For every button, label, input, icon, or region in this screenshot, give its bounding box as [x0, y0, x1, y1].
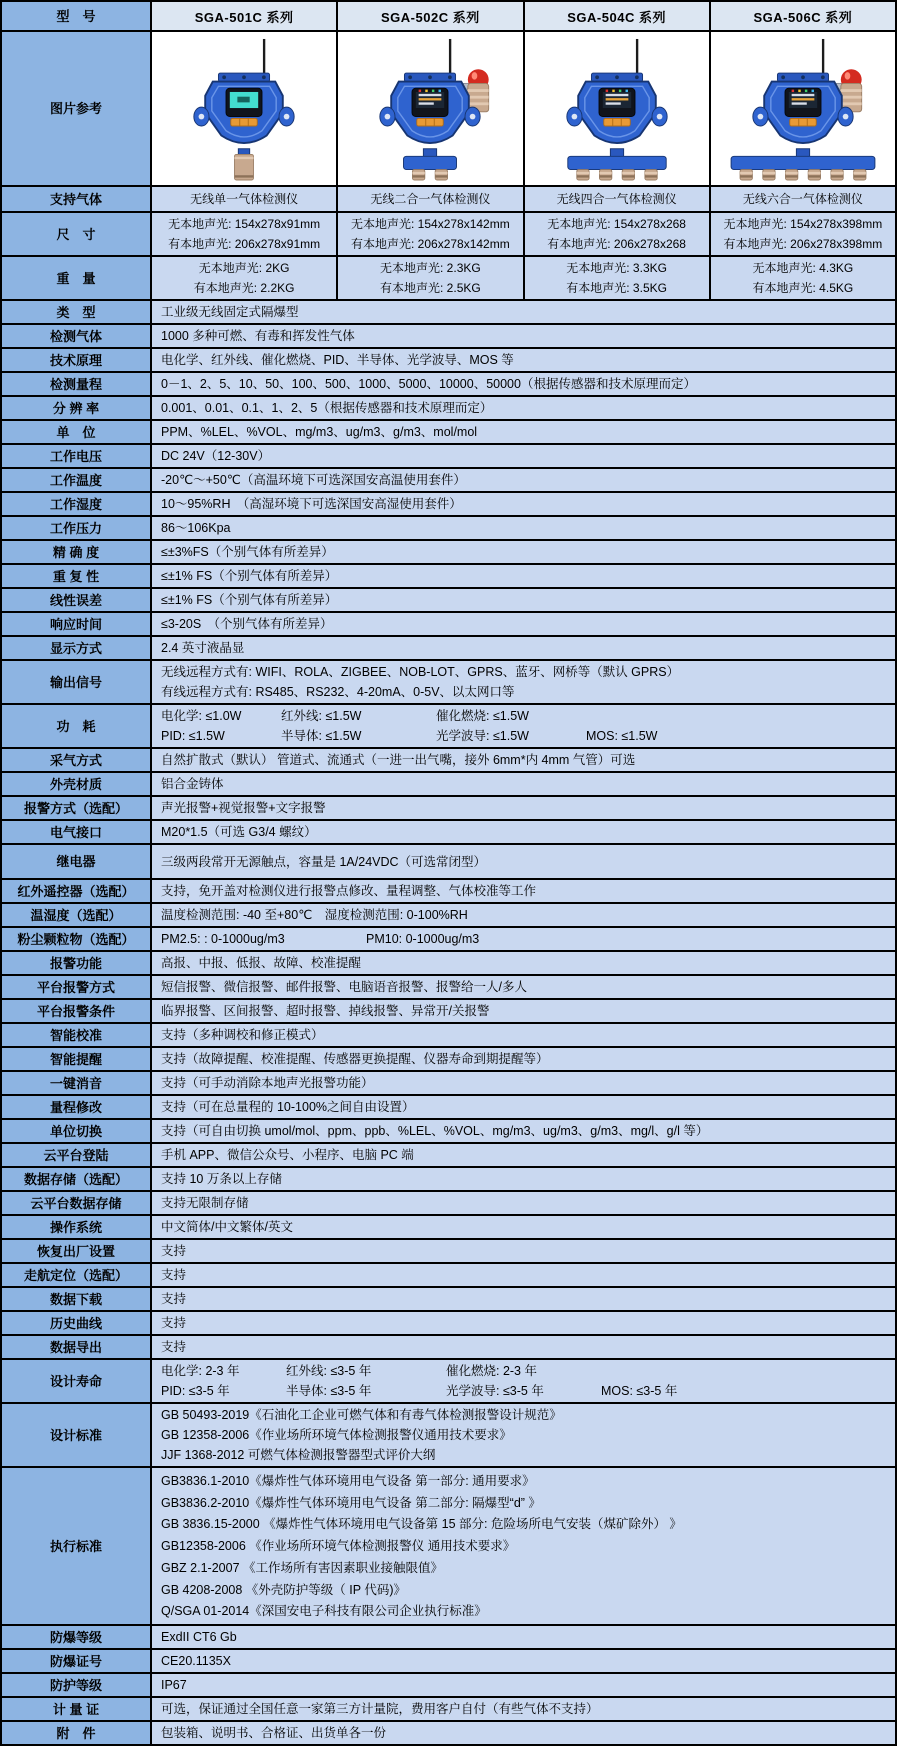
table-row — [2, 661, 895, 705]
spec-value-line: GB12358-2006 《作业场所环境气体检测报警仪 通用技术要求》 — [161, 1539, 516, 1553]
product-value-line: 有本地声光: 3.5KG — [566, 281, 667, 295]
spec-value-line: GB 50493-2019《石油化工企业可燃气体和有毒气体检测报警设计规范》 — [161, 1408, 562, 1422]
spec-value-line: 支持 — [161, 1268, 187, 1282]
table-row — [2, 349, 895, 373]
row-label: 智能校准 — [2, 1024, 150, 1046]
table-row — [2, 565, 895, 589]
spec-value-line — [161, 929, 893, 949]
table-row — [2, 880, 895, 904]
spec-value — [150, 589, 895, 611]
spec-value — [150, 661, 895, 703]
row-label: 数据导出 — [2, 1336, 150, 1358]
spec-value-line: 有线远程方式有: RS485、RS232、4-20mA、0-5V、以太网口等 — [161, 685, 515, 699]
spec-value — [150, 928, 895, 950]
table-row — [2, 1072, 895, 1096]
row-label: 工作压力 — [2, 517, 150, 539]
spec-value — [150, 349, 895, 371]
spec-value-line: 三级两段常开无源触点，容量是 1A/24VDC（可选常闭型） — [161, 854, 487, 869]
spec-value-segment: 光学波导: ≤3-5 年 — [446, 1384, 544, 1398]
row-label: 继电器 — [2, 845, 150, 878]
spec-value — [150, 493, 895, 515]
table-row — [2, 1360, 895, 1404]
product-value-line: 无线二合一气体检测仪 — [370, 192, 491, 206]
table-row — [2, 1650, 895, 1674]
product-value — [336, 187, 522, 211]
spec-value-line: ExdII CT6 Gb — [161, 1630, 237, 1644]
row-label: 平台报警条件 — [2, 1000, 150, 1022]
product-value-line: 无本地声光: 2KG — [198, 261, 290, 275]
row-label: 重 复 性 — [2, 565, 150, 587]
row-label: 技术原理 — [2, 349, 150, 371]
spec-value-line: GBZ 2.1-2007 《工作场所有害因素职业接触限值》 — [161, 1560, 443, 1575]
row-label: 云平台数据存储 — [2, 1192, 150, 1214]
row-label: 附 件 — [2, 1722, 150, 1744]
row-label: 精 确 度 — [2, 541, 150, 563]
spec-value-segment: 半导体: ≤1.5W — [281, 729, 362, 743]
spec-value — [150, 845, 895, 878]
table-row — [2, 1144, 895, 1168]
table-row — [2, 1626, 895, 1650]
spec-value — [150, 373, 895, 395]
spec-value-line: 电化学、红外线、催化燃烧、PID、半导体、光学波导、MOS 等 — [161, 353, 514, 367]
table-row — [2, 589, 895, 613]
spec-value — [150, 1722, 895, 1744]
row-label: 红外遥控器（选配） — [2, 880, 150, 902]
sga-501c-product-image — [150, 32, 336, 185]
spec-value — [150, 1698, 895, 1720]
table-row — [2, 952, 895, 976]
table-row — [2, 976, 895, 1000]
spec-value — [150, 952, 895, 974]
spec-value — [150, 1264, 895, 1286]
spec-value-line: ≤3-20S （个别气体有所差异） — [161, 617, 333, 631]
spec-value-line: 支持 — [161, 1244, 187, 1258]
product-value — [336, 213, 522, 255]
product-value-line: 无本地声光: 154x278x142mm — [351, 217, 510, 231]
product-value-line: 无本地声光: 2.3KG — [380, 261, 481, 275]
row-label: 外壳材质 — [2, 773, 150, 795]
table-row — [2, 541, 895, 565]
spec-value-segment: PM10: 0-1000ug/m3 — [366, 932, 480, 946]
spec-value-line: 包装箱、说明书、合格证、出货单各一份 — [161, 1726, 387, 1740]
table-row — [2, 445, 895, 469]
spec-value-line: -20℃～+50℃（高温环境下可选深国安高温使用套件） — [161, 473, 466, 487]
spec-value-line — [161, 1361, 893, 1381]
product-value-line: 有本地声光: 2.2KG — [193, 281, 295, 295]
spec-value-segment: 半导体: ≤3-5 年 — [286, 1384, 372, 1398]
spec-value-line: ≤±1% FS（个别气体有所差异） — [161, 593, 338, 607]
product-value-line: 有本地声光: 2.5KG — [380, 281, 481, 295]
sga-502c-product-image — [336, 32, 522, 185]
spec-value-segment: PM2.5: : 0-1000ug/m3 — [161, 932, 285, 946]
spec-value — [150, 1312, 895, 1334]
row-label: 功 耗 — [2, 705, 150, 747]
spec-value — [150, 1216, 895, 1238]
spec-value — [150, 1674, 895, 1696]
spec-value-segment: 红外线: ≤3-5 年 — [286, 1364, 372, 1378]
row-label: 重 量 — [2, 257, 150, 299]
table-row — [2, 257, 895, 301]
spec-value — [150, 773, 895, 795]
spec-value-line: PPM、%LEL、%VOL、mg/m3、ug/m3、g/m3、mol/mol — [161, 425, 478, 439]
table-row — [2, 1336, 895, 1360]
product-value — [523, 257, 709, 299]
table-row — [2, 845, 895, 880]
table-row — [2, 469, 895, 493]
table-row — [2, 1168, 895, 1192]
row-label: 设计标准 — [2, 1404, 150, 1466]
spec-value — [150, 613, 895, 635]
row-label: 支持气体 — [2, 187, 150, 211]
table-row — [2, 1024, 895, 1048]
spec-value-line: 铝合金铸体 — [161, 777, 224, 791]
spec-value-line: 支持（可手动消除本地声光报警功能） — [161, 1076, 374, 1090]
spec-value-segment: 电化学: ≤1.0W — [161, 709, 242, 723]
product-value — [336, 257, 522, 299]
row-label: 检测气体 — [2, 325, 150, 347]
product-value-line: 无本地声光: 154x278x268 — [547, 217, 686, 231]
product-value — [150, 213, 336, 255]
row-label: 单位切换 — [2, 1120, 150, 1142]
row-label: 恢复出厂设置 — [2, 1240, 150, 1262]
spec-value — [150, 1120, 895, 1142]
spec-value — [150, 1048, 895, 1070]
row-label: 工作电压 — [2, 445, 150, 467]
spec-value — [150, 637, 895, 659]
spec-value — [150, 1360, 895, 1402]
spec-value-line: 临界报警、区间报警、超时报警、掉线报警、异常开/关报警 — [161, 1004, 490, 1018]
row-label: 工作湿度 — [2, 493, 150, 515]
table-row — [2, 904, 895, 928]
spec-value-line: DC 24V（12-30V） — [161, 449, 271, 463]
table-row — [2, 1240, 895, 1264]
spec-value-segment: PID: ≤1.5W — [161, 729, 225, 743]
spec-value-line: 支持（可在总量程的 10-100%之间自由设置） — [161, 1100, 415, 1114]
model-header-0: SGA-501C 系列 — [150, 2, 336, 30]
spec-value — [150, 880, 895, 902]
product-value — [709, 257, 895, 299]
row-label: 设计寿命 — [2, 1360, 150, 1402]
spec-value-line: 中文简体/中文繁体/英文 — [161, 1220, 293, 1234]
row-label: 防爆证号 — [2, 1650, 150, 1672]
spec-value-line: 支持无限制存储 — [161, 1196, 249, 1210]
spec-value — [150, 301, 895, 323]
row-label: 执行标准 — [2, 1468, 150, 1624]
spec-value — [150, 1192, 895, 1214]
spec-value — [150, 1168, 895, 1190]
table-row — [2, 1096, 895, 1120]
spec-value — [150, 797, 895, 819]
product-value — [709, 187, 895, 211]
sga-504c-product-image — [523, 32, 709, 185]
spec-value-line — [161, 706, 893, 726]
row-label: 操作系统 — [2, 1216, 150, 1238]
row-label: 量程修改 — [2, 1096, 150, 1118]
row-label: 防护等级 — [2, 1674, 150, 1696]
row-label: 走航定位（选配） — [2, 1264, 150, 1286]
table-row — [2, 928, 895, 952]
product-value-line: 无本地声光: 154x278x91mm — [168, 217, 321, 231]
table-row — [2, 749, 895, 773]
spec-value-line: 短信报警、微信报警、邮件报警、电脑语音报警、报警给一人/多人 — [161, 980, 527, 994]
product-value-line: 有本地声光: 206x278x142mm — [351, 237, 510, 251]
table-row — [2, 213, 895, 257]
table-row — [2, 325, 895, 349]
spec-value — [150, 976, 895, 998]
row-label: 型 号 — [2, 2, 150, 30]
spec-value — [150, 1288, 895, 1310]
product-value-line: 无线四合一气体检测仪 — [556, 192, 677, 206]
row-label: 采气方式 — [2, 749, 150, 771]
product-value — [150, 187, 336, 211]
spec-value-line: CE20.1135X — [161, 1654, 231, 1668]
table-row — [2, 1120, 895, 1144]
spec-value-line: 手机 APP、微信公众号、小程序、电脑 PC 端 — [161, 1148, 414, 1162]
row-label: 计 量 证 — [2, 1698, 150, 1720]
spec-value-line: 温度检测范围: -40 至+80℃ 湿度检测范围: 0-100%RH — [161, 908, 468, 922]
table-row — [2, 373, 895, 397]
table-row — [2, 1404, 895, 1468]
spec-value — [150, 1650, 895, 1672]
table-row — [2, 1000, 895, 1024]
table-row — [2, 1192, 895, 1216]
spec-value — [150, 1072, 895, 1094]
sga-506c-product-image — [709, 32, 895, 185]
spec-value-line: 支持 10 万条以上存储 — [161, 1172, 282, 1186]
spec-value-line: 支持，免开盖对检测仪进行报警点修改、量程调整、气体校准等工作 — [161, 884, 537, 898]
spec-value-line: GB 12358-2006《作业场所环境气体检测报警仪通用技术要求》 — [161, 1428, 512, 1442]
product-value-line: 无本地声光: 3.3KG — [566, 261, 667, 275]
spec-value — [150, 1468, 895, 1624]
spec-value — [150, 541, 895, 563]
spec-value-segment: PID: ≤3-5 年 — [161, 1384, 230, 1398]
row-label: 数据下载 — [2, 1288, 150, 1310]
table-row — [2, 493, 895, 517]
table-row — [2, 301, 895, 325]
product-value-line: 有本地声光: 4.5KG — [752, 281, 854, 295]
row-label: 电气接口 — [2, 821, 150, 843]
spec-value — [150, 325, 895, 347]
table-row — [2, 397, 895, 421]
table-row — [2, 187, 895, 213]
spec-value-line: 支持（故障提醒、校准提醒、传感器更换提醒、仪器寿命到期提醒等） — [161, 1052, 549, 1066]
row-label: 响应时间 — [2, 613, 150, 635]
spec-value — [150, 1626, 895, 1648]
row-label: 一键消音 — [2, 1072, 150, 1094]
spec-value-line: GB3836.2-2010《爆炸性气体环境用电气设备 第二部分: 隔爆型“d” 》 — [161, 1495, 541, 1510]
spec-value-line: IP67 — [161, 1678, 187, 1692]
row-label: 报警方式（选配） — [2, 797, 150, 819]
row-label: 显示方式 — [2, 637, 150, 659]
table-row — [2, 797, 895, 821]
spec-value — [150, 821, 895, 843]
spec-value-segment: 红外线: ≤1.5W — [281, 709, 362, 723]
spec-value — [150, 397, 895, 419]
model-header-3: SGA-506C 系列 — [709, 2, 895, 30]
spec-value-line: 支持 — [161, 1316, 187, 1330]
spec-value-line: 支持（可自由切换 umol/mol、ppm、ppb、%LEL、%VOL、mg/m3、ug/m3、g/m3、mg/l、g/l 等） — [161, 1124, 709, 1138]
row-label: 数据存储（选配） — [2, 1168, 150, 1190]
spec-value-line: 1000 多种可燃、有毒和挥发性气体 — [161, 329, 355, 343]
table-row — [2, 705, 895, 749]
spec-value — [150, 421, 895, 443]
spec-value-line: GB 4208-2008 《外壳防护等级（ IP 代码)》 — [161, 1582, 406, 1597]
table-row — [2, 613, 895, 637]
spec-value-line — [161, 1381, 893, 1401]
table-row — [2, 1216, 895, 1240]
spec-value — [150, 1240, 895, 1262]
table-row — [2, 1264, 895, 1288]
spec-value — [150, 445, 895, 467]
product-value-line: 有本地声光: 206x278x398mm — [723, 237, 883, 251]
product-value-line: 无本地声光: 154x278x398mm — [723, 217, 883, 231]
table-row — [2, 1288, 895, 1312]
spec-value-line: 0.001、0.01、0.1、1、2、5（根据传感器和技术原理而定） — [161, 401, 493, 415]
spec-value-line: GB 3836.15-2000 《爆炸性气体环境用电气设备第 15 部分: 危险场所电气安装（煤矿除外） 》 — [161, 1517, 682, 1532]
row-label: 分 辨 率 — [2, 397, 150, 419]
spec-value-line: 86～106Kpa — [161, 521, 231, 535]
row-label: 输出信号 — [2, 661, 150, 703]
row-label: 报警功能 — [2, 952, 150, 974]
table-row — [2, 637, 895, 661]
table-row — [2, 1468, 895, 1626]
spec-value-line: ≤±3%FS（个别气体有所差异） — [161, 545, 334, 559]
product-value-line: 无线单一气体检测仪 — [190, 192, 299, 206]
table-row — [2, 821, 895, 845]
spec-value-line: GB3836.1-2010《爆炸性气体环境用电气设备 第一部分: 通用要求》 — [161, 1473, 535, 1488]
spec-value — [150, 1024, 895, 1046]
product-value — [150, 257, 336, 299]
row-label: 温湿度（选配） — [2, 904, 150, 926]
product-value — [523, 213, 709, 255]
spec-value-line: ≤±1% FS（个别气体有所差异） — [161, 569, 338, 583]
spec-value — [150, 1336, 895, 1358]
spec-value — [150, 904, 895, 926]
spec-value — [150, 469, 895, 491]
spec-value — [150, 1096, 895, 1118]
spec-value-segment: 电化学: 2-3 年 — [161, 1364, 240, 1378]
spec-value-line: 支持 — [161, 1292, 187, 1306]
spec-value-line — [161, 726, 893, 746]
product-value-line: 有本地声光: 206x278x268 — [547, 237, 686, 251]
table-row — [2, 421, 895, 445]
row-label: 防爆等级 — [2, 1626, 150, 1648]
model-header-1: SGA-502C 系列 — [336, 2, 522, 30]
spec-value-segment: 催化燃烧: 2-3 年 — [446, 1364, 537, 1378]
table-row — [2, 1722, 895, 1744]
spec-value — [150, 705, 895, 747]
spec-value-line: Q/SGA 01-2014《深国安电子科技有限公司企业执行标准》 — [161, 1604, 487, 1619]
spec-value-line: 高报、中报、低报、故障、校准提醒 — [161, 956, 362, 970]
spec-value-line: JJF 1368-2012 可燃气体检测报警器型式评价大纲 — [161, 1448, 436, 1462]
product-value-line: 无本地声光: 4.3KG — [752, 261, 854, 275]
row-label: 线性误差 — [2, 589, 150, 611]
row-label: 云平台登陆 — [2, 1144, 150, 1166]
spec-value-line: 无线远程方式有: WIFI、ROLA、ZIGBEE、NOB-LOT、GPRS、蓝牙、网桥等（默认 GPRS） — [161, 665, 680, 679]
spec-value-line: M20*1.5（可选 G3/4 螺纹） — [161, 825, 317, 839]
spec-value-line: 0－1、2、5、10、50、100、500、1000、5000、10000、50000（根据传感器和技术原理而定） — [161, 377, 696, 391]
row-label: 尺 寸 — [2, 213, 150, 255]
row-label: 智能提醒 — [2, 1048, 150, 1070]
spec-value-line: 支持 — [161, 1340, 187, 1354]
spec-value — [150, 1404, 895, 1466]
row-label: 类 型 — [2, 301, 150, 323]
table-row — [2, 32, 895, 187]
product-value-line: 无线六合一气体检测仪 — [742, 192, 863, 206]
row-label: 历史曲线 — [2, 1312, 150, 1334]
table-row — [2, 2, 895, 32]
product-value — [709, 213, 895, 255]
table-row — [2, 517, 895, 541]
spec-value — [150, 565, 895, 587]
spec-value-line: 声光报警+视觉报警+文字报警 — [161, 801, 326, 815]
spec-value-line: 自然扩散式（默认） 管道式、流通式（一进一出气嘴，接外 6mm*内 4mm 气管）可选 — [161, 753, 636, 767]
row-label: 粉尘颗粒物（选配） — [2, 928, 150, 950]
product-value-line: 有本地声光: 206x278x91mm — [168, 237, 321, 251]
spec-value-segment: 光学波导: ≤1.5W — [436, 729, 529, 743]
spec-value — [150, 749, 895, 771]
table-row — [2, 1698, 895, 1722]
spec-value — [150, 517, 895, 539]
spec-value-line: 10～95%RH （高湿环境下可选深国安高湿使用套件） — [161, 497, 462, 511]
row-label: 检测量程 — [2, 373, 150, 395]
spec-value-segment: MOS: ≤3-5 年 — [601, 1384, 678, 1398]
spec-value-line: 2.4 英寸液晶显 — [161, 641, 245, 655]
spec-value-line: 工业级无线固定式隔爆型 — [161, 305, 299, 319]
table-row — [2, 773, 895, 797]
product-value — [523, 187, 709, 211]
spec-value-line: 可选，保证通过全国任意一家第三方计量院，费用客户自付（有些气体不支持） — [161, 1702, 599, 1716]
row-label: 平台报警方式 — [2, 976, 150, 998]
row-label: 图片参考 — [2, 32, 150, 185]
spec-value — [150, 1144, 895, 1166]
spec-value-line: 支持（多种调校和修正模式） — [161, 1028, 324, 1042]
row-label: 工作温度 — [2, 469, 150, 491]
table-row — [2, 1048, 895, 1072]
spec-value-segment: 催化燃烧: ≤1.5W — [436, 709, 529, 723]
spec-value — [150, 1000, 895, 1022]
row-label: 单 位 — [2, 421, 150, 443]
table-row — [2, 1674, 895, 1698]
spec-value-segment: MOS: ≤1.5W — [586, 729, 658, 743]
table-row — [2, 1312, 895, 1336]
model-header-2: SGA-504C 系列 — [523, 2, 709, 30]
